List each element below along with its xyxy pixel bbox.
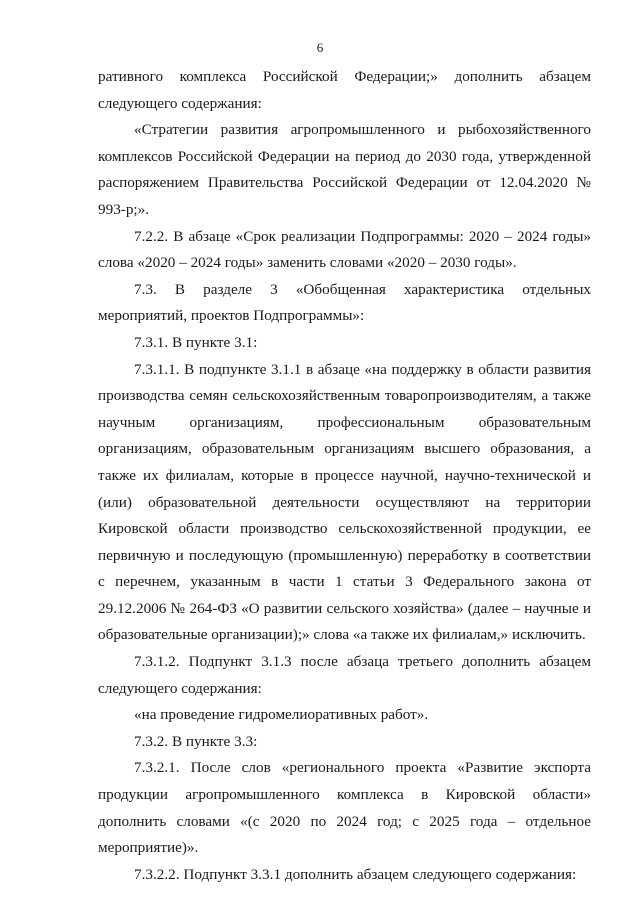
paragraph-7-3-2-2: 7.3.2.2. Подпункт 3.3.1 дополнить абзацем следующего содержания:	[134, 865, 577, 883]
paragraph-continuation: ративного комплекса Российской Федерации;» дополнить абзацем следующего содержания:	[98, 68, 591, 112]
paragraph-7-3-1: 7.3.1. В пункте 3.1:	[134, 333, 258, 351]
paragraph-7-3-2-1: 7.3.2.1. После слов «регионального проекта «Развитие экспорта продукции агропромышленного комплекса в Кировской области» дополнить словами «(с 2020 по 2024 год; с 2025 года – отдельное мероприятие)».	[98, 759, 591, 857]
paragraph-7-3-2: 7.3.2. В пункте 3.3:	[134, 732, 258, 750]
paragraph-7-2-2: 7.2.2. В абзаце «Срок реализации Подпрограммы: 2020 – 2024 годы» слова «2020 – 2024 годы» заменить словами «2020 – 2030 годы».	[98, 227, 591, 272]
paragraph-hydromelioration-quote: «на проведение гидромелиоративных работ».	[134, 706, 429, 724]
paragraph-7-3: 7.3. В разделе 3 «Обобщенная характеристика отдельных мероприятий, проектов Подпрограммы»:	[98, 280, 591, 325]
page-number: 6	[316, 40, 324, 55]
paragraph-strategy-quote: «Стратегии развития агропромышленного и рыбохозяйственного комплексов Российской Федерации на период до 2030 года, утвержденной распоряжением Правительства Российской Федерации от 12.04.2020 № 993-р;».	[98, 121, 591, 218]
paragraph-7-3-1-2: 7.3.1.2. Подпункт 3.1.3 после абзаца третьего дополнить абзацем следующего содержания:	[98, 653, 591, 697]
document-body	[98, 64, 591, 888]
paragraph-7-3-1-1: 7.3.1.1. В подпункте 3.1.1 в абзаце «на поддержку в области развития производства семян сельскохозяйственным товаропроизводителям, а также научным организациям, профессиональным образовательным организациям, образовательным организациям высшего образования, а также их филиалам, которые в процессе научной, научно-технической и (или) образовательной деятельности осуществляют на территории Кировской области производство сельскохозяйственной продукции, ее первичную и последующую (промышленную) переработку в соответствии с перечнем, указанным в части 1 статьи 3 Федерального закона от 29.12.2006 № 264-ФЗ «О развитии сельского хозяйства» (далее – научные и образовательные организации);» слова «а также их филиалам,» исключить.	[98, 360, 591, 644]
